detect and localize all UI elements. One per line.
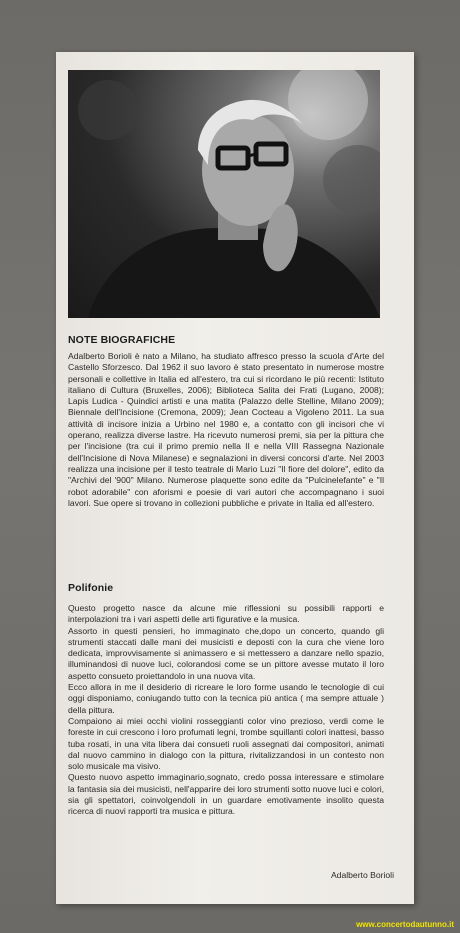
- watermark: www.concertodautunno.it: [356, 920, 454, 929]
- portrait-illustration: [68, 70, 380, 318]
- polifonie-heading: Polifonie: [68, 582, 114, 594]
- polifonie-text: Questo progetto nasce da alcune mie riflessioni su possibili rapporti e interpolazioni tra i vari aspetti delle arti figurative e la musica. Assorto in questi pensieri, ho immaginato che,dopo un concerto, quando gli strumenti staccati dalle mani dei musicisti e deposti con la cura che viene loro dedicata, improvvisamente si animassero e si mettessero a danzare nello spazio, illuminandosi di nuove luci, colorandosi come se un pittore avesse mutato il loro aspetto consueto proiettandolo in una nuova vita. Ecco allora in me il desiderio di ricreare le loro forme usando le tecnologie di cui oggi disponiamo, coniugando tutto con la tecnica più antica ( ma sempre attuale ) della pittura. Compaiono ai miei occhi violini rosseggianti color vino prezioso, verdi come le foreste in cui crescono i loro profumati legni, trombe squillanti colori inattesi, basso tuba rosati, in una vita libera dai consueti ruoli assegnati dai compositori, animati dal nuovo cammino in dialogo con la pittura, rivitalizzandosi in un contesto non solo musicale ma visivo. Questo nuovo aspetto immaginario,sognato, credo possa interessare e stimolare la fantasia sia dei musicisti, nell'apparire dei loro strumenti sotto nuove luci e colori, sia gli spettatori, coinvolgendoli in un guardare emotivamente insolito questa ricerca di nuovi rapporti tra musica e pittura.: [68, 603, 384, 817]
- portrait-photo: [68, 70, 380, 318]
- signature: Adalberto Borioli: [330, 870, 394, 880]
- bio-heading: NOTE BIOGRAFICHE: [68, 334, 176, 346]
- bio-text: Adalberto Borioli è nato a Milano, ha studiato affresco presso la scuola d'Arte del Castello Sforzesco. Dal 1962 il suo lavoro è stato presentato in numerose mostre personali e collettive in Italia ed all'estero, tra cui si ricordano le più recenti: Istituto italiano di Cultura (Bruxelles, 2006); Biblioteca Salita dei Frati (Lugano, 2008); Lapis Ludica - Quindici artisti e una matita (Palazzo delle Stelline, Milano 2009); Biennale dell'Incisione (Cremona, 2009); Jean Cocteau a Vigoleno 2011. La sua attività di incisore inizia a Urbino nel 1980 e, a contatto con gli incisori che vi operano, realizza diverse lastre. Ha ricevuto numerosi premi, sia per la pittura che per l'incisione (tra cui il primo premio nella II e nella VIII Rassegna Nazionale dell'Incisione di Nova Milanese) e segnalazioni in diversi concorsi d'arte. Nel 2003 realizza una incisione per il testo teatrale di Mario Luzi "Il fiore del dolore", edito da "Archivi del '900" Milano. Numerose plaquette sono edite da "Pulcinelefante" e "Il robot adorabile" con aforismi e poesie di vari autori che accompagnano i suoi lavori. Sue opere si trovano in collezioni pubbliche e private in Italia ed all'estero.: [68, 351, 384, 508]
- info-panel: [56, 52, 414, 904]
